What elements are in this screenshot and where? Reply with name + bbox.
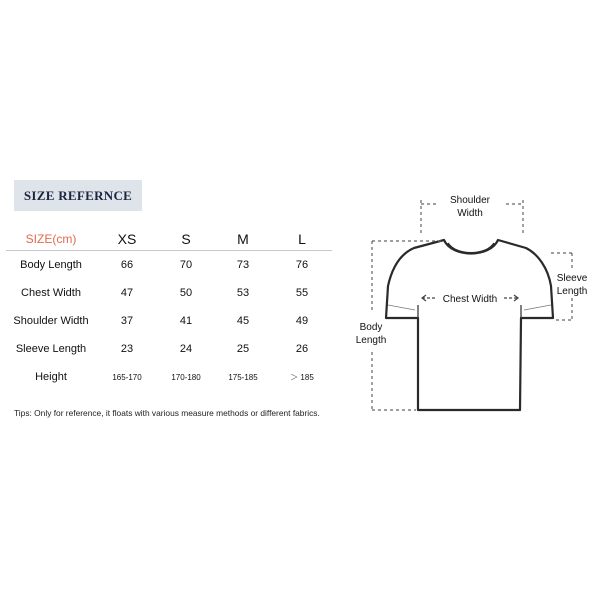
row-label: Body Length — [20, 259, 82, 271]
size-reference-title: SIZE REFERNCE — [23, 187, 133, 203]
table-cell: 41 — [179, 315, 193, 327]
body-label-line1: Body — [359, 322, 383, 333]
size-header-xs: XS — [96, 228, 158, 251]
size-header-s: S — [158, 228, 214, 251]
shoulder-label-line1: Shoulder — [449, 195, 491, 206]
table-cell: 53 — [236, 287, 250, 299]
chest-label: Chest Width — [442, 294, 498, 305]
row-label: Shoulder Width — [13, 315, 89, 327]
table-cell: 170-180 — [171, 372, 201, 382]
sleeve-label-line2: Length — [556, 286, 588, 297]
table-cell: 47 — [120, 287, 134, 299]
table-cell: 26 — [295, 343, 309, 355]
body-label-line2: Length — [355, 335, 387, 346]
tips-note: Tips: Only for reference, it floats with various measure methods or different fabrics. — [14, 408, 320, 418]
table-cell: 66 — [120, 259, 134, 271]
row-label: Height — [35, 371, 67, 383]
table-cell: 175-185 — [228, 372, 258, 382]
table-cell: 37 — [120, 315, 134, 327]
table-cell: 45 — [236, 315, 250, 327]
table-cell: 49 — [295, 315, 309, 327]
row-label: Chest Width — [21, 287, 81, 299]
size-unit-header: SIZE(cm) — [6, 228, 96, 251]
table-cell: 23 — [120, 343, 134, 355]
row-label: Sleeve Length — [15, 343, 87, 355]
table-cell: 165-170 — [112, 372, 142, 382]
size-header-l: L — [272, 228, 332, 251]
size-header-m: M — [214, 228, 272, 251]
sleeve-label-line1: Sleeve — [556, 273, 588, 284]
table-cell: 24 — [179, 343, 193, 355]
table-cell: ＞ 185 — [290, 372, 314, 382]
table-cell: 25 — [236, 343, 250, 355]
table-cell: 55 — [295, 287, 309, 299]
table-cell: 70 — [179, 259, 193, 271]
tshirt-outline-icon — [386, 240, 553, 410]
table-cell: 50 — [179, 287, 193, 299]
table-cell: 73 — [236, 259, 250, 271]
shoulder-label-line2: Width — [457, 208, 483, 219]
table-cell: 76 — [295, 259, 309, 271]
